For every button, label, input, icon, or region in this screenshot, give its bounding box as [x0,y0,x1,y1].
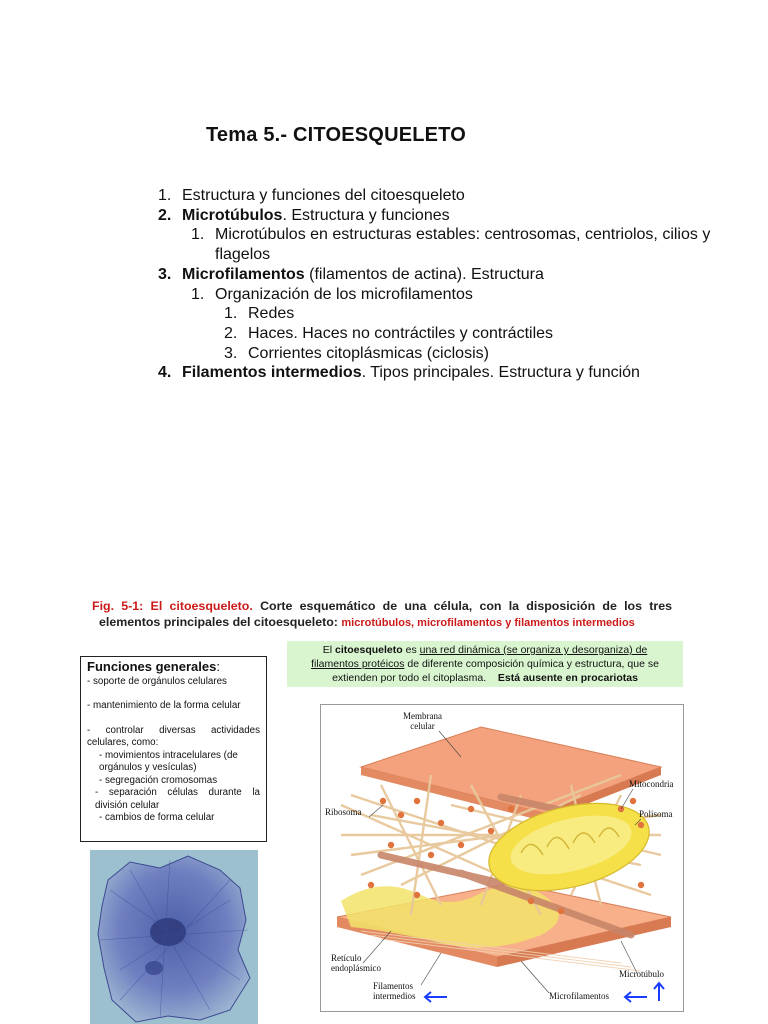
outline-number: 3. [158,265,172,283]
outline-number: 1. [191,285,205,303]
outline-rest: Haces. Haces no contráctiles y contráctiles [248,324,554,342]
outline-text [224,304,718,324]
outline-number: 2. [224,324,238,342]
outline-item [224,324,718,344]
outline-rest: Microtúbulos en estructuras estables: centrosomas, centriolos, cilios y flagelos [215,226,711,264]
function-item: - soporte de orgánulos celulares [87,675,227,687]
outline-item [224,344,718,364]
outline-number: 1. [224,305,238,323]
outline-text [191,225,718,264]
definition-box: El citoesqueleto es una red dinámica (se organiza y desorganiza) de filamentos protéicos de diferente composición química y estructura, que se extienden por todo el citoplasma. Está ausente en procariotas [287,641,683,687]
label-membrana: Membrana celular [403,711,442,731]
cytoskeleton-diagram [320,704,684,1012]
outline-item [158,265,718,285]
outline-item [158,363,718,383]
label-microtubulo: Microtúbulo [619,969,664,979]
outline-rest: Redes [248,305,295,323]
outline-number: 3. [224,344,238,362]
figure-caption [92,598,672,631]
outline-rest: . Tipos principales. Estructura y función [361,364,640,382]
outline-item [191,285,718,305]
outline-bold-term: Microfilamentos [182,265,305,283]
functions-heading: Funciones generales [87,659,217,674]
outline-rest: Corrientes citoplásmicas (ciclosis) [248,344,489,362]
topic-outline [158,186,718,383]
function-item: - controlar diversas actividades celulares, como: [87,724,260,748]
outline-text [224,324,718,344]
function-subitem: - separación células durante la división celular [95,787,260,811]
label-reticulo: Retículo endoplásmico [331,953,381,973]
outline-text [191,285,718,305]
cell-micrograph [90,850,258,1024]
outline-text [158,186,718,206]
outline-bold-term: Filamentos intermedios [182,364,362,382]
outline-rest: . Estructura y funciones [282,206,450,224]
label-ribosoma: Ribosoma [325,807,362,817]
outline-rest: Organización de los microfilamentos [215,285,473,303]
outline-rest: Estructura y funciones del citoesqueleto [182,187,465,204]
outline-text [158,265,718,285]
label-filamentos: Filamentos intermedios [373,981,416,1001]
label-mitocondria: Mitocondria [629,779,674,789]
caption-highlight: microtúbulos, microfilamentos y filamentos intermedios [341,617,635,629]
function-subitem: - segregación cromosomas [99,774,218,786]
outline-number: 2. [158,206,172,224]
outline-item [158,186,718,206]
label-polisoma: Polisoma [639,809,673,819]
label-microfilamentos: Microfilamentos [549,991,609,1001]
outline-rest: (filamentos de actina). Estructura [304,265,544,283]
outline-bold-term: Microtúbulos [182,206,283,224]
outline-text [224,344,718,364]
caption-line-2: elementos principales del citoesqueleto: [99,615,338,629]
outline-item [224,304,718,324]
page-title: Tema 5.- CITOESQUELETO [206,124,467,146]
caption-line-1: Corte esquemático de una célula, con la disposición de los tres [260,599,672,613]
outline-text [158,206,718,226]
figure-label: Fig. 5-1: El citoesqueleto. [92,599,253,613]
outline-text [158,363,718,383]
function-subitem: - movimientos intracelulares (de orgánulos y vesículas) [99,749,238,773]
outline-number: 1. [158,187,172,204]
outline-number: 4. [158,364,172,382]
functions-box: Funciones generales: - soporte de orgánulos celulares - mantenimiento de la forma celular - controlar diversas actividades celulares, como: - movimientos intracelulares (de orgánulos y vesículas) - segregación cromosomas - separación células durante la división celular - cambios de forma celular [80,656,267,842]
outline-item [158,206,718,226]
function-item: - mantenimiento de la forma celular [87,700,241,711]
outline-item [191,225,718,264]
outline-number: 1. [191,226,205,244]
function-subitem: - cambios de forma celular [99,812,215,823]
